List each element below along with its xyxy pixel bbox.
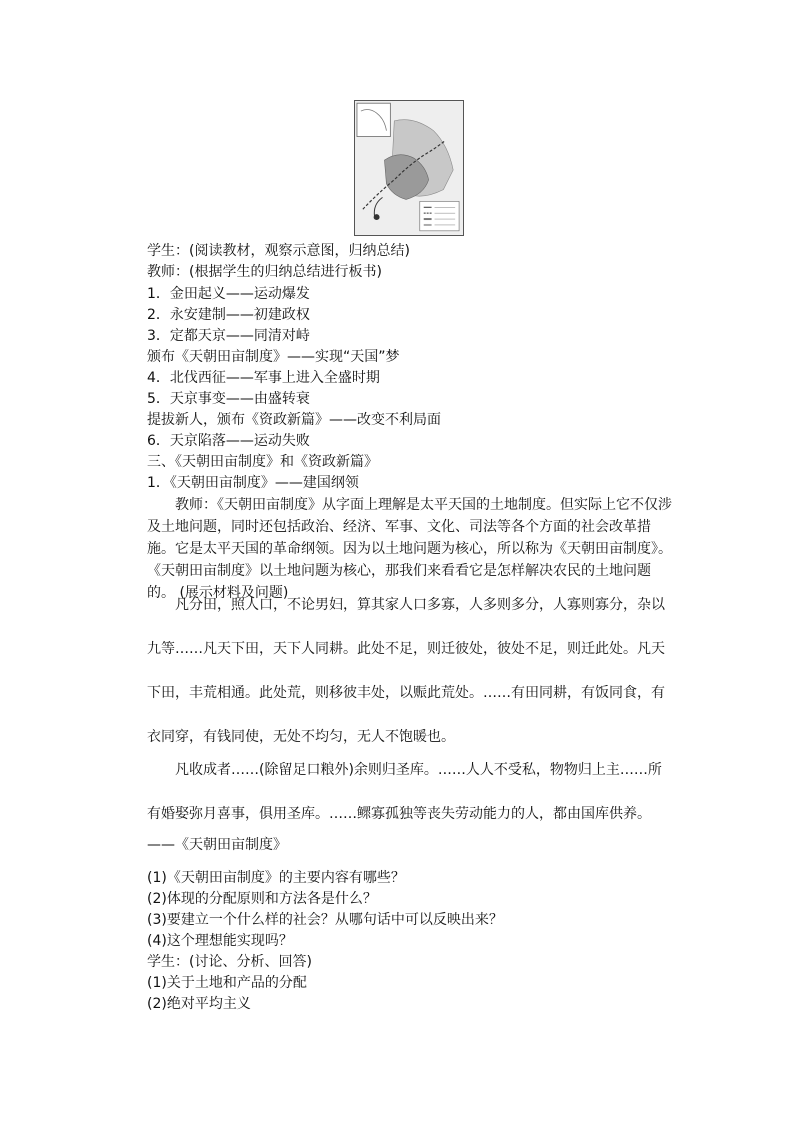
student-note-2: 学生：(讨论、分析、回答)	[147, 954, 312, 970]
teacher-paragraph: 教师：《天朝田亩制度》从字面上理解是太平天国的土地制度。但实际上它不仅涉及土地问题，同时还包括政治、经济、军事、文化、司法等各个方面的社会改革措施。它是太平天国的革命纲领。因为以土地问题为核心，所以称为《天朝田亩制度》。《天朝田亩制度》以土地问题为核心，那我们来看看它是怎样解决农民的土地问题的。 (展示材料及问题)	[147, 497, 672, 601]
question-3: (3)要建立一个什么样的社会？从哪句话中可以反映出来？	[147, 912, 503, 928]
quote-source: ——《天朝田亩制度》	[147, 837, 287, 853]
quote-1: 凡分田，照人口，不论男妇，算其家人口多寡，人多则多分，人寡则寡分，杂以九等……凡天下田，天下人同耕。此处不足，则迁彼处，彼处不足，则迁此处。凡天下田，丰荒相通。此处荒，则移彼丰处，以赈此荒处。……有田同耕，有饭同食，有衣同穿，有钱同使，无处不均匀，无人不饱暖也。	[147, 597, 665, 745]
list-item-6: 6．天京陷落——运动失败	[147, 433, 310, 449]
question-1: (1)《天朝田亩制度》的主要内容有哪些？	[147, 870, 405, 886]
list-item-3: 3．定都天京——同清对峙	[147, 328, 310, 344]
section-heading-3: 三、《天朝田亩制度》和《资政新篇》	[147, 454, 378, 470]
answer-1: (1)关于土地和产品的分配	[147, 975, 307, 991]
answer-2: (2)绝对平均主义	[147, 996, 251, 1012]
subsection-heading-1: 1．《天朝田亩制度》——建国纲领	[147, 475, 359, 491]
list-item-4: 4．北伐西征——军事上进入全盛时期	[147, 370, 380, 386]
list-item-promote: 提拔新人，颁布《资政新篇》——改变不利局面	[147, 412, 441, 428]
teacher-note-1: 教师：(根据学生的归纳总结进行板书)	[147, 264, 382, 280]
student-note-1: 学生：(阅读教材，观察示意图，归纳总结)	[147, 243, 410, 259]
question-2: (2)体现的分配原则和方法各是什么？	[147, 891, 377, 907]
map-figure	[354, 100, 464, 236]
quote-2: 凡收成者……(除留足口粮外)余则归圣库。……人人不受私，物物归上主……所有婚娶弥月喜事，俱用圣库。……鳏寡孤独等丧失劳动能力的人，都由国库供养。	[147, 762, 662, 822]
list-item-2: 2．永安建制——初建政权	[147, 307, 310, 323]
list-item-1: 1．金田起义——运动爆发	[147, 286, 310, 302]
list-item-law: 颁布《天朝田亩制度》——实现“天国”梦	[147, 349, 400, 365]
map-icon	[355, 101, 463, 235]
question-4: (4)这个理想能实现吗？	[147, 933, 293, 949]
list-item-5: 5．天京事变——由盛转衰	[147, 391, 310, 407]
